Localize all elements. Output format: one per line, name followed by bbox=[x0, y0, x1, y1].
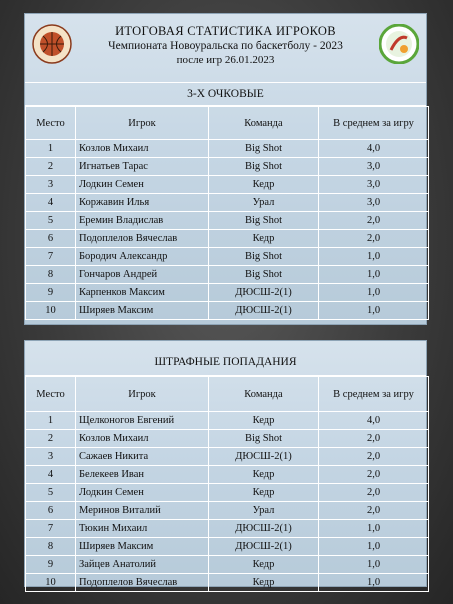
cell-avg: 2,0 bbox=[319, 484, 429, 502]
cell-player: Меринов Виталий bbox=[76, 502, 209, 520]
free-throws-card bbox=[24, 340, 427, 587]
table-row bbox=[26, 430, 429, 448]
cell-avg: 1,0 bbox=[319, 520, 429, 538]
cell-place: 1 bbox=[26, 412, 76, 430]
cell-team: ДЮСШ-2(1) bbox=[209, 520, 319, 538]
cell-place: 6 bbox=[26, 230, 76, 248]
cell-team: Кедр bbox=[209, 484, 319, 502]
cell-player: Коржавин Илья bbox=[76, 194, 209, 212]
col-header-avg: В среднем за игру bbox=[319, 377, 429, 412]
cell-place: 6 bbox=[26, 502, 76, 520]
section-title-three-pointers: 3-Х ОЧКОВЫЕ bbox=[25, 82, 426, 106]
cell-player: Козлов Михаил bbox=[76, 430, 209, 448]
cell-team: Big Shot bbox=[209, 248, 319, 266]
table-header-row bbox=[26, 107, 429, 140]
cell-avg: 3,0 bbox=[319, 176, 429, 194]
table-row bbox=[26, 520, 429, 538]
page-subtitle: Чемпионата Новоуральска по баскетболу - 2023 bbox=[108, 40, 343, 52]
table-row bbox=[26, 158, 429, 176]
table-row bbox=[26, 556, 429, 574]
cell-avg: 1,0 bbox=[319, 574, 429, 592]
cell-player: Зайцев Анатолий bbox=[76, 556, 209, 574]
table-row bbox=[26, 176, 429, 194]
cell-team: ДЮСШ-2(1) bbox=[209, 538, 319, 556]
col-header-team: Команда bbox=[209, 107, 319, 140]
cell-team: ДЮСШ-2(1) bbox=[209, 448, 319, 466]
cell-player: Карпенков Максим bbox=[76, 284, 209, 302]
cell-avg: 4,0 bbox=[319, 140, 429, 158]
three-pointers-table bbox=[25, 106, 429, 320]
cell-player: Белекеев Иван bbox=[76, 466, 209, 484]
table-row bbox=[26, 448, 429, 466]
cell-team: Big Shot bbox=[209, 266, 319, 284]
col-header-team: Команда bbox=[209, 377, 319, 412]
cell-team: Кедр bbox=[209, 574, 319, 592]
cell-place: 9 bbox=[26, 284, 76, 302]
cell-player: Тюкин Михаил bbox=[76, 520, 209, 538]
cell-player: Бородич Александр bbox=[76, 248, 209, 266]
federation-logo-icon bbox=[379, 24, 419, 64]
cell-team: Big Shot bbox=[209, 430, 319, 448]
cell-place: 10 bbox=[26, 574, 76, 592]
cell-team: Урал bbox=[209, 502, 319, 520]
cell-place: 8 bbox=[26, 266, 76, 284]
cell-avg: 1,0 bbox=[319, 248, 429, 266]
stats-header bbox=[25, 14, 426, 82]
cell-player: Лодкин Семен bbox=[76, 176, 209, 194]
cell-place: 10 bbox=[26, 302, 76, 320]
cell-player: Игнатьев Тарас bbox=[76, 158, 209, 176]
cell-avg: 1,0 bbox=[319, 302, 429, 320]
cell-avg: 2,0 bbox=[319, 430, 429, 448]
cell-avg: 1,0 bbox=[319, 266, 429, 284]
cell-place: 1 bbox=[26, 140, 76, 158]
table-row bbox=[26, 194, 429, 212]
cell-avg: 2,0 bbox=[319, 212, 429, 230]
table-row bbox=[26, 212, 429, 230]
cell-player: Подоплелов Вячеслав bbox=[76, 230, 209, 248]
cell-player: Сажаев Никита bbox=[76, 448, 209, 466]
col-header-place: Место bbox=[26, 377, 76, 412]
cell-place: 7 bbox=[26, 520, 76, 538]
col-header-avg: В среднем за игру bbox=[319, 107, 429, 140]
cell-player: Гончаров Андрей bbox=[76, 266, 209, 284]
cell-avg: 2,0 bbox=[319, 230, 429, 248]
table-row bbox=[26, 140, 429, 158]
table-row bbox=[26, 484, 429, 502]
cell-team: Big Shot bbox=[209, 140, 319, 158]
cell-place: 3 bbox=[26, 176, 76, 194]
cell-player: Щелконогов Евгений bbox=[76, 412, 209, 430]
table-row bbox=[26, 284, 429, 302]
table-row bbox=[26, 248, 429, 266]
section-title-free-throws: ШТРАФНЫЕ ПОПАДАНИЯ bbox=[25, 349, 426, 376]
cell-player: Подоплелов Вячеслав bbox=[76, 574, 209, 592]
page-title: ИТОГОВАЯ СТАТИСТИКА ИГРОКОВ bbox=[115, 24, 336, 38]
cell-avg: 3,0 bbox=[319, 158, 429, 176]
cell-player: Ширяев Максим bbox=[76, 538, 209, 556]
cell-player: Еремин Владислав bbox=[76, 212, 209, 230]
date-line: после игр 26.01.2023 bbox=[176, 54, 275, 66]
table-row bbox=[26, 502, 429, 520]
cell-avg: 4,0 bbox=[319, 412, 429, 430]
cell-place: 2 bbox=[26, 430, 76, 448]
col-header-player: Игрок bbox=[76, 377, 209, 412]
cell-place: 9 bbox=[26, 556, 76, 574]
free-throws-table bbox=[25, 376, 429, 592]
cell-avg: 1,0 bbox=[319, 284, 429, 302]
cell-place: 8 bbox=[26, 538, 76, 556]
cell-team: ДЮСШ-2(1) bbox=[209, 284, 319, 302]
cell-avg: 3,0 bbox=[319, 194, 429, 212]
table-row bbox=[26, 302, 429, 320]
cell-team: Кедр bbox=[209, 176, 319, 194]
cell-place: 2 bbox=[26, 158, 76, 176]
cell-team: Кедр bbox=[209, 556, 319, 574]
cell-team: Кедр bbox=[209, 412, 319, 430]
table-row bbox=[26, 574, 429, 592]
table-row bbox=[26, 538, 429, 556]
cell-team: ДЮСШ-2(1) bbox=[209, 302, 319, 320]
cell-avg: 2,0 bbox=[319, 502, 429, 520]
cell-place: 5 bbox=[26, 212, 76, 230]
cell-avg: 1,0 bbox=[319, 538, 429, 556]
cell-place: 4 bbox=[26, 194, 76, 212]
cell-team: Кедр bbox=[209, 466, 319, 484]
col-header-place: Место bbox=[26, 107, 76, 140]
cell-player: Лодкин Семен bbox=[76, 484, 209, 502]
cell-team: Кедр bbox=[209, 230, 319, 248]
cell-place: 5 bbox=[26, 484, 76, 502]
cell-place: 7 bbox=[26, 248, 76, 266]
cell-avg: 2,0 bbox=[319, 448, 429, 466]
cell-team: Big Shot bbox=[209, 212, 319, 230]
table-row bbox=[26, 230, 429, 248]
cell-avg: 2,0 bbox=[319, 466, 429, 484]
table-row bbox=[26, 466, 429, 484]
table-row bbox=[26, 266, 429, 284]
cell-player: Козлов Михаил bbox=[76, 140, 209, 158]
three-pointers-card bbox=[24, 13, 427, 325]
table-header-row bbox=[26, 377, 429, 412]
table-row bbox=[26, 412, 429, 430]
cell-team: Big Shot bbox=[209, 158, 319, 176]
cell-place: 4 bbox=[26, 466, 76, 484]
cell-place: 3 bbox=[26, 448, 76, 466]
cell-team: Урал bbox=[209, 194, 319, 212]
cell-player: Ширяев Максим bbox=[76, 302, 209, 320]
col-header-player: Игрок bbox=[76, 107, 209, 140]
cell-avg: 1,0 bbox=[319, 556, 429, 574]
